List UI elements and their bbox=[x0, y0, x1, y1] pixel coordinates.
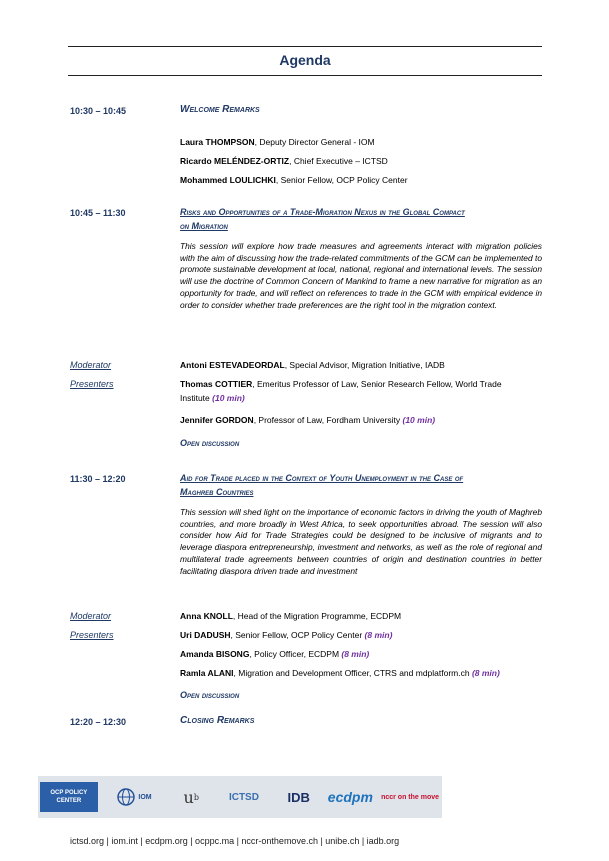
top-rule bbox=[68, 46, 542, 47]
partner-logos-strip bbox=[38, 776, 442, 818]
presenters-label: Presenters bbox=[70, 379, 114, 389]
unibe-logo: u b bbox=[183, 787, 199, 807]
open-discussion: Open discussion bbox=[180, 438, 240, 448]
presenter-line: Jennifer GORDON, Professor of Law, Fordham University (10 min) bbox=[180, 415, 436, 425]
moderator-label: Moderator bbox=[70, 611, 112, 621]
session-title: Closing Remarks bbox=[180, 715, 255, 726]
presenter-line: Uri DADUSH, Senior Fellow, OCP Policy Center (8 min) bbox=[180, 630, 393, 640]
speaker-line: Ricardo MELÉNDEZ-ORTIZ, Chief Executive – ICTSD bbox=[180, 156, 388, 166]
session-time: 11:30 – 12:20 bbox=[70, 474, 126, 484]
presenters-label: Presenters bbox=[70, 630, 114, 640]
speaker-line: Mohammed LOULICHKI, Senior Fellow, OCP Policy Center bbox=[180, 175, 408, 185]
nccr-logo: nccr on the move bbox=[381, 793, 440, 801]
moderator-label: Moderator bbox=[70, 360, 112, 370]
page-title: Agenda bbox=[279, 52, 331, 68]
session-time: 10:30 – 10:45 bbox=[70, 106, 127, 116]
moderator-line: Anna KNOLL, Head of the Migration Programme, ECDPM bbox=[180, 611, 402, 621]
moderator-line: Antoni ESTEVADEORDAL, Special Advisor, Migration Initiative, IADB bbox=[180, 360, 445, 370]
open-discussion: Open discussion bbox=[180, 690, 240, 700]
session-title: Risks and Opportunities of a Trade-Migration Nexus in the Global Compact on Migration bbox=[180, 207, 465, 231]
globe-icon bbox=[117, 788, 135, 806]
session-description: This session will explore how trade measures and agreements interact with migration policies with the aim of discussing how the trade-related commitments of the GCM can be implemented to promote sustainable development at local, national, regional and international levels. The session will use the doctrine of Common Concern of Mankind to frame a new narrative for migration as an opportunity for trade, and will reflect on references to trade in the GCM with empirical evidence in order to consider whether trade preferences are the right tool in the migration context. bbox=[180, 241, 542, 310]
session-title: Aid for Trade placed in the Context of Youth Unemployment in the Case of Maghreb Countries bbox=[180, 473, 464, 497]
session-time: 12:20 – 12:30 bbox=[70, 717, 127, 727]
footer-links: ictsd.org | iom.int | ecdpm.org | ocppc.ma | nccr-onthemove.ch | unibe.ch | iadb.org bbox=[70, 836, 400, 846]
speaker-line: Laura THOMPSON, Deputy Director General - IOM bbox=[180, 137, 375, 147]
ocp-logo: OCP POLICY CENTER bbox=[40, 782, 98, 812]
presenter-line: Amanda BISONG, Policy Officer, ECDPM (8 min) bbox=[180, 649, 370, 659]
session-title: Welcome Remarks bbox=[180, 104, 260, 115]
title-rule bbox=[68, 75, 542, 76]
iom-logo: IOM bbox=[102, 788, 168, 806]
session-description: This session will shed light on the importance of economic factors in driving the youth of Maghreb countries, and more broadly in West Africa, to seek opportunities abroad. The session will also consider how Aid for Trade Strategies could be designed to be inclusive of migrants and to leverage diaspora entrepreneurship, investment and networks, as well as the role of regional and multilateral trade agreements between countries of origin and destination countries in better facilitating diaspora driven trade and investment bbox=[180, 507, 542, 576]
idb-logo: IDB bbox=[287, 789, 310, 805]
ictsd-logo: ICTSD bbox=[228, 791, 259, 803]
session-time: 10:45 – 11:30 bbox=[70, 208, 126, 218]
presenter-line: Thomas COTTIER, Emeritus Professor of Law, Senior Research Fellow, World Trade Institute (10 min) bbox=[180, 379, 502, 403]
presenter-line: Ramla ALANI, Migration and Development Officer, CTRS and mdplatform.ch (8 min) bbox=[180, 668, 500, 678]
ecdpm-logo: ecdpm bbox=[327, 789, 373, 805]
